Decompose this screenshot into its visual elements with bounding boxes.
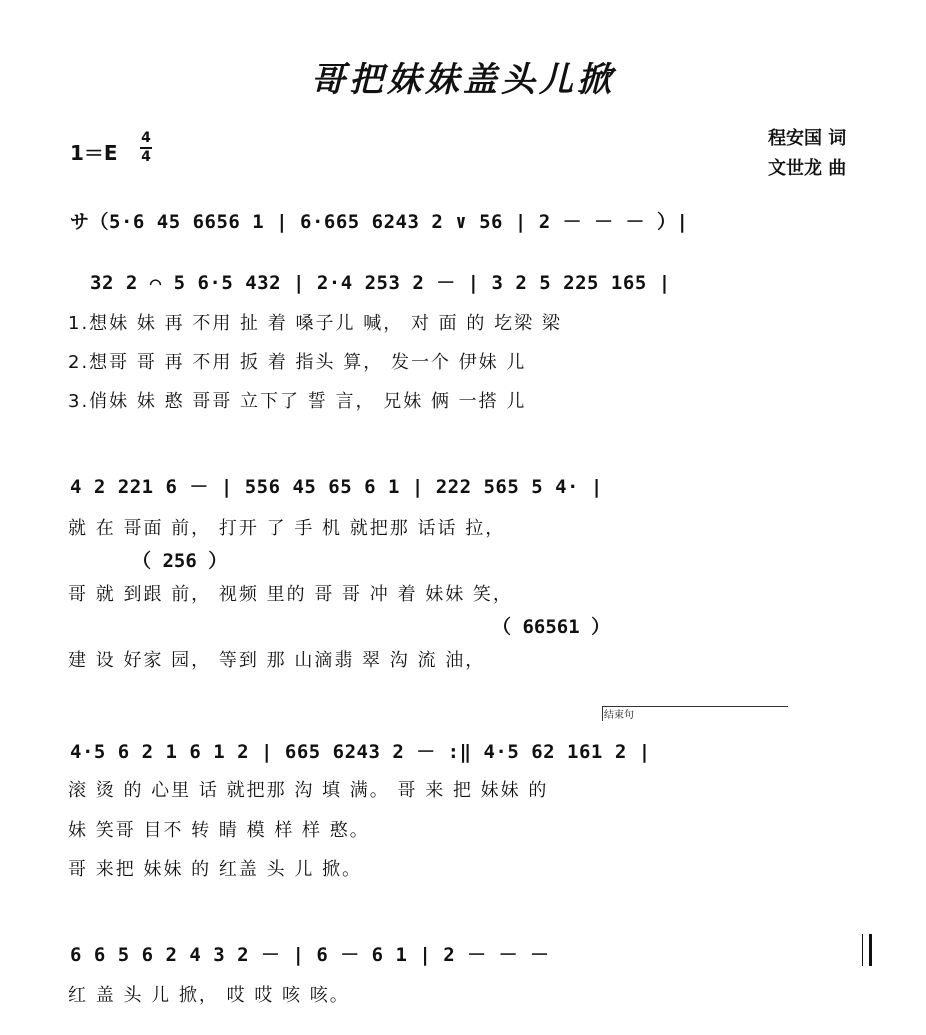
intro-staff: サ（5·6 45 6656 1 | 6·665 6243 2 ∨ 56 | 2 － － － ）| (70, 211, 689, 233)
system-1-lyric-verse-1: 1.想妹 妹 再 不用 扯 着 嗓子儿 喊， 对 面 的 圪梁 梁 (68, 313, 562, 334)
time-signature (140, 131, 152, 165)
song-title: 哥把妹妹盖头儿掀 (311, 60, 615, 100)
system-4-lyric: 红 盖 头 儿 掀， 哎 哎 咳 咳。 (68, 985, 350, 1006)
time-signature-bottom: 4 (141, 149, 151, 165)
system-2-variant-1: （ 256 ） (132, 550, 228, 572)
system-4-notes: 6 6 5 6 2 4 3 2 － | 6 － 6 1 | 2 － － － (70, 944, 550, 966)
system-3-lyric-verse-2: 妹 笑哥 目不 转 睛 模 样 样 憨。 (68, 820, 370, 841)
final-barline (862, 934, 872, 966)
system-1-lyric-verse-3: 3.俏妹 妹 憨 哥哥 立下了 誓 言， 兄妹 俩 一搭 儿 (68, 391, 527, 412)
time-signature-top: 4 (141, 130, 151, 146)
key-signature: 1＝E (70, 141, 118, 165)
system-2-notes: 4 2 221 6 － | 556 45 65 6 1 | 222 565 5 4· | (70, 476, 603, 498)
system-1-lyric-verse-2: 2.想哥 哥 再 不用 扳 着 指头 算， 发一个 伊妹 儿 (68, 352, 527, 373)
system-2-variant-2: （ 66561 ） (492, 616, 611, 638)
ending-label: 结束句 (604, 710, 634, 721)
lyricist-credit: 程安国 词 (768, 128, 847, 149)
system-1-notes: 32 2 ⌒ 5 6·5 432 | 2·4 253 2 － | 3 2 5 225 165 | (90, 272, 671, 294)
composer-credit: 文世龙 曲 (768, 158, 847, 179)
system-2-lyric-verse-1: 就 在 哥面 前， 打开 了 手 机 就把那 话话 拉， (68, 518, 506, 539)
system-3-lyric-verse-3: 哥 来把 妹妹 的 红盖 头 儿 掀。 (68, 859, 363, 880)
system-2-lyric-verse-2: 哥 就 到跟 前， 视频 里的 哥 哥 冲 着 妹妹 笑， (68, 584, 513, 605)
system-3-lyric-verse-1: 滚 烫 的 心里 话 就把那 沟 填 满。 哥 来 把 妹妹 的 (68, 780, 549, 801)
system-2-lyric-verse-3: 建 设 好家 园， 等到 那 山滴翡 翠 沟 流 油， (68, 650, 486, 671)
system-3-notes: 4·5 6 2 1 6 1 2 | 665 6243 2 － :‖ 4·5 62 161 2 | (70, 741, 651, 763)
